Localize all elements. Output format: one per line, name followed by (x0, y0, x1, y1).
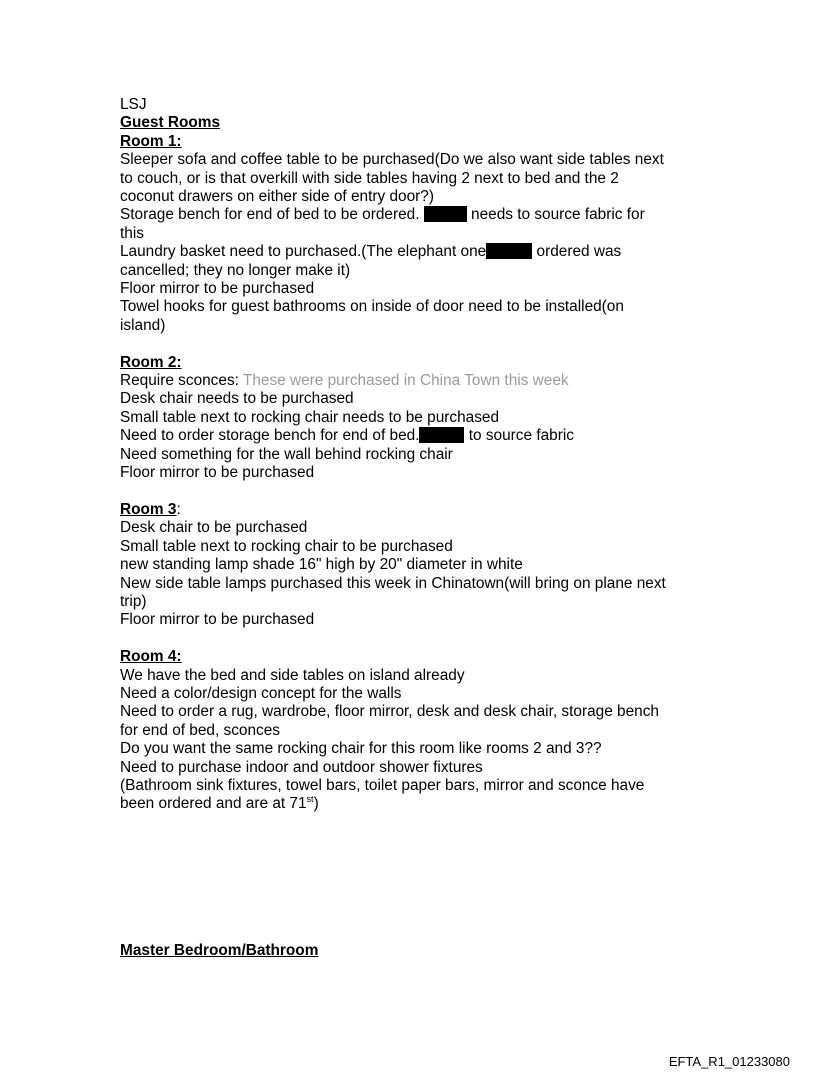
room1-line: Floor mirror to be purchased (120, 280, 315, 298)
room4-line: Need to purchase indoor and outdoor shower fixtures (120, 758, 483, 776)
room4-heading: Room 4: (120, 648, 182, 666)
document-body (120, 96, 700, 814)
room1-text: Storage bench for end of bed to be ordered. (120, 206, 424, 224)
room3-line: trip) (120, 592, 147, 610)
room2-line (120, 427, 700, 445)
room1-line (120, 206, 700, 224)
room4-line: Do you want the same rocking chair for this room like rooms 2 and 3?? (120, 740, 602, 758)
section-title: Guest Rooms (120, 114, 221, 132)
spacer (120, 335, 700, 353)
room2-line: Small table next to rocking chair needs to be purchased (120, 408, 500, 426)
room4-line: Need a color/design concept for the walls (120, 684, 402, 702)
room1-line (120, 243, 700, 261)
room3-line: new standing lamp shade 16" high by 20" diameter in white (120, 556, 523, 574)
room1-line: Sleeper sofa and coffee table to be purchased(Do we also want side tables next (120, 151, 664, 169)
room3-heading (120, 501, 700, 519)
room2-text: Need to order storage bench for end of bed. (120, 427, 420, 445)
redaction-box (486, 243, 532, 259)
room2-note: These were purchased in China Town this week (242, 372, 569, 390)
room3-line: Desk chair to be purchased (120, 519, 308, 537)
room1-text: Laundry basket need to purchased.(The elephant one (120, 243, 487, 261)
room4-text: ) (313, 795, 319, 813)
room4-text: been ordered and are at 71 (120, 795, 307, 813)
room3-line: New side table lamps purchased this week in Chinatown(will bring on plane next (120, 574, 666, 592)
room1-line: cancelled; they no longer make it) (120, 261, 351, 279)
document-id-footer: EFTA_R1_01233080 (668, 1054, 790, 1069)
ordinal-suffix: st (306, 794, 314, 805)
room4-line (120, 795, 700, 813)
master-bedroom-heading: Master Bedroom/Bathroom (120, 942, 319, 959)
redaction-box (424, 206, 467, 222)
room3-line: Floor mirror to be purchased (120, 611, 315, 629)
spacer (120, 483, 700, 501)
room2-line: Need something for the wall behind rocking chair (120, 445, 453, 463)
room3-title: Room 3 (120, 500, 177, 518)
room3-title-suffix: : (176, 500, 181, 518)
room1-line: to couch, or is that overkill with side tables having 2 next to bed and the 2 (120, 169, 619, 187)
room1-text: ordered was (532, 243, 622, 261)
room1-line: coconut drawers on either side of entry door?) (120, 188, 434, 206)
room2-line: Desk chair needs to be purchased (120, 390, 354, 408)
room3-line: Small table next to rocking chair to be purchased (120, 537, 453, 555)
document-label: LSJ (120, 96, 147, 113)
room1-line: island) (120, 316, 166, 334)
room1-line: this (120, 224, 144, 242)
room2-line: Floor mirror to be purchased (120, 464, 315, 482)
room2-heading: Room 2: (120, 353, 182, 371)
room2-text: to source fabric (464, 427, 574, 445)
room1-heading: Room 1: (120, 132, 182, 150)
room4-line: We have the bed and side tables on island already (120, 666, 465, 684)
room2-text: Require sconces: (120, 372, 243, 390)
room1-text: needs to source fabric for (466, 206, 645, 224)
spacer (120, 630, 700, 648)
room1-line: Towel hooks for guest bathrooms on inside of door need to be installed(on (120, 298, 624, 316)
room4-line: for end of bed, sconces (120, 721, 280, 739)
room4-line: (Bathroom sink fixtures, towel bars, toilet paper bars, mirror and sconce have (120, 776, 645, 794)
room4-line: Need to order a rug, wardrobe, floor mirror, desk and desk chair, storage bench (120, 703, 659, 721)
redaction-box (419, 427, 464, 443)
room2-line (120, 372, 700, 390)
